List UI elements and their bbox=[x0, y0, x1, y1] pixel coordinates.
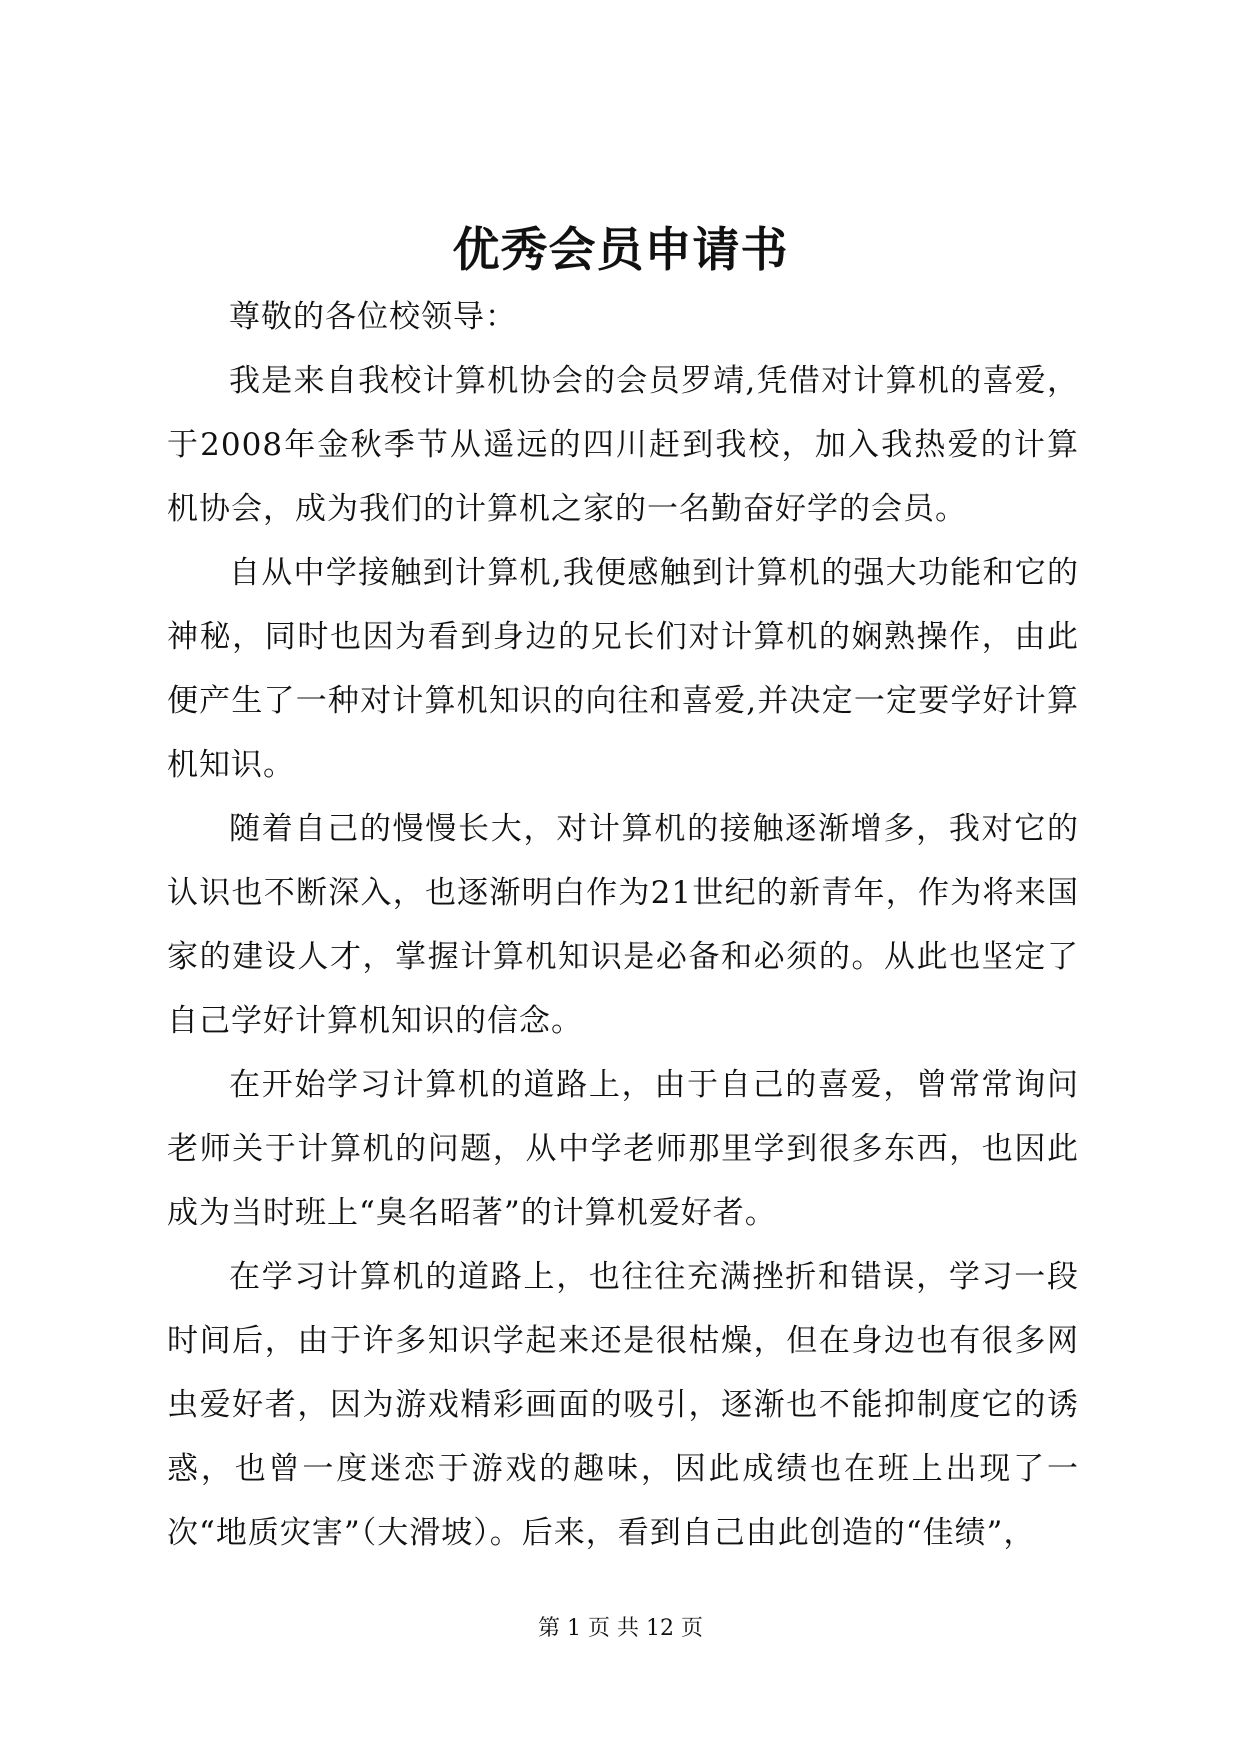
paragraph-growing-up: 随着自己的慢慢长大，对计算机的接触逐渐增多，我对它的认识也不断深入，也逐渐明白作为21世纪的新青年，作为将来国家的建设人才，掌握计算机知识是必备和必须的。从此也坚定了自己学好计算机知识的信念。 bbox=[167, 811, 1079, 1039]
paragraph-middle-school: 自从中学接触到计算机,我便感触到计算机的强大功能和它的神秘，同时也因为看到身边的兄长们对计算机的娴熟操作，由此便产生了一种对计算机知识的向往和喜爱,并决定一定要学好计算机知识。 bbox=[167, 555, 1079, 783]
document-body bbox=[167, 285, 1079, 1565]
document-title: 优秀会员申请书 bbox=[452, 223, 789, 278]
paragraph-start-learning: 在开始学习计算机的道路上，由于自己的喜爱，曾常常询问老师关于计算机的问题，从中学老师那里学到很多东西，也因此成为当时班上“臭名昭著”的计算机爱好者。 bbox=[167, 1067, 1079, 1231]
salutation: 尊敬的各位校领导： bbox=[229, 299, 517, 335]
paragraph-intro: 我是来自我校计算机协会的会员罗靖,凭借对计算机的喜爱，于2008年金秋季节从遥远的四川赶到我校，加入我热爱的计算机协会，成为我们的计算机之家的一名勤奋好学的会员。 bbox=[167, 363, 1079, 527]
paragraph-setbacks: 在学习计算机的道路上，也往往充满挫折和错误，学习一段时间后，由于许多知识学起来还是很枯燥，但在身边也有很多网虫爱好者，因为游戏精彩画面的吸引，逐渐也不能抑制度它的诱惑，也曾一度迷恋于游戏的趣味，因此成绩也在班上出现了一次“地质灾害”（大滑坡）。后来，看到自己由此创造的“佳绩”， bbox=[167, 1259, 1079, 1551]
page-number-footer: 第 1 页 共 12 页 bbox=[538, 1616, 703, 1641]
